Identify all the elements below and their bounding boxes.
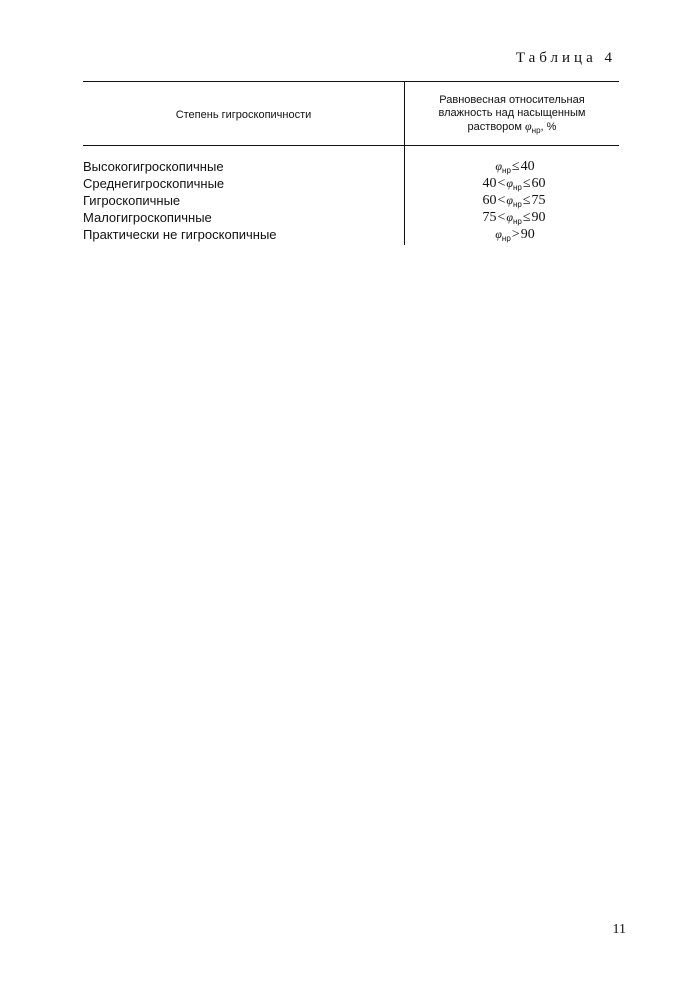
phi-subscript: нр [501,234,511,243]
humidity-cell [405,192,619,209]
phi-subscript: нр [531,126,541,135]
range-right: 60 [531,176,546,191]
range-right: 90 [531,210,546,225]
phi-symbol: φ [506,210,513,224]
header-humidity-suffix: , % [540,121,557,133]
operator-left: < [497,210,506,225]
table-header-row [83,82,619,145]
phi-symbol: φ [506,193,513,207]
degree-column [83,146,405,245]
phi-symbol: φ [525,119,532,133]
header-humidity-line-1: Равновесная относительная [439,94,585,106]
operator-right: ≤ [511,159,520,174]
range-left: 60 [482,193,497,208]
header-degree: Степень гигроскопичности [83,82,405,145]
degree-cell: Высокогигроскопичные [83,159,224,174]
phi-symbol: φ [495,159,503,173]
range-left: 75 [482,210,497,225]
phi-symbol: φ [506,176,513,190]
header-humidity-line-3 [405,120,619,137]
range-right: 75 [531,193,546,208]
operator-right: ≤ [522,193,531,208]
phi-symbol: φ [495,227,502,241]
page-number: 11 [612,922,626,937]
humidity-cell [405,175,619,192]
header-humidity-prefix: раствором [467,121,522,133]
humidity-cell [405,226,619,243]
phi-subscript: нр [512,200,522,209]
humidity-cell [405,158,619,175]
phi-subscript: нр [512,183,522,192]
humidity-cell [405,209,619,226]
phi-subscript: нр [512,217,522,226]
hygroscopicity-table [83,81,619,245]
degree-cell: Среднегигроскопичные [83,176,225,191]
table-caption: Таблица 4 [515,50,616,66]
operator-right: ≤ [522,176,531,191]
table-body [83,146,619,245]
degree-cell: Практически не гигроскопичные [83,227,277,242]
range-right: 90 [520,227,535,242]
range-right: 40 [520,159,535,174]
degree-cell: Малогигроскопичные [83,210,212,225]
phi-subscript: нр [502,166,511,175]
operator-right: > [511,227,520,242]
operator-right: ≤ [522,210,531,225]
header-humidity-line-2: влажность над насыщенным [438,107,586,119]
header-humidity [405,82,619,145]
range-left: 40 [482,176,497,191]
degree-cell: Гигроскопичные [83,193,181,208]
humidity-column [405,146,619,245]
operator-left: < [497,193,506,208]
operator-left: < [497,176,506,191]
